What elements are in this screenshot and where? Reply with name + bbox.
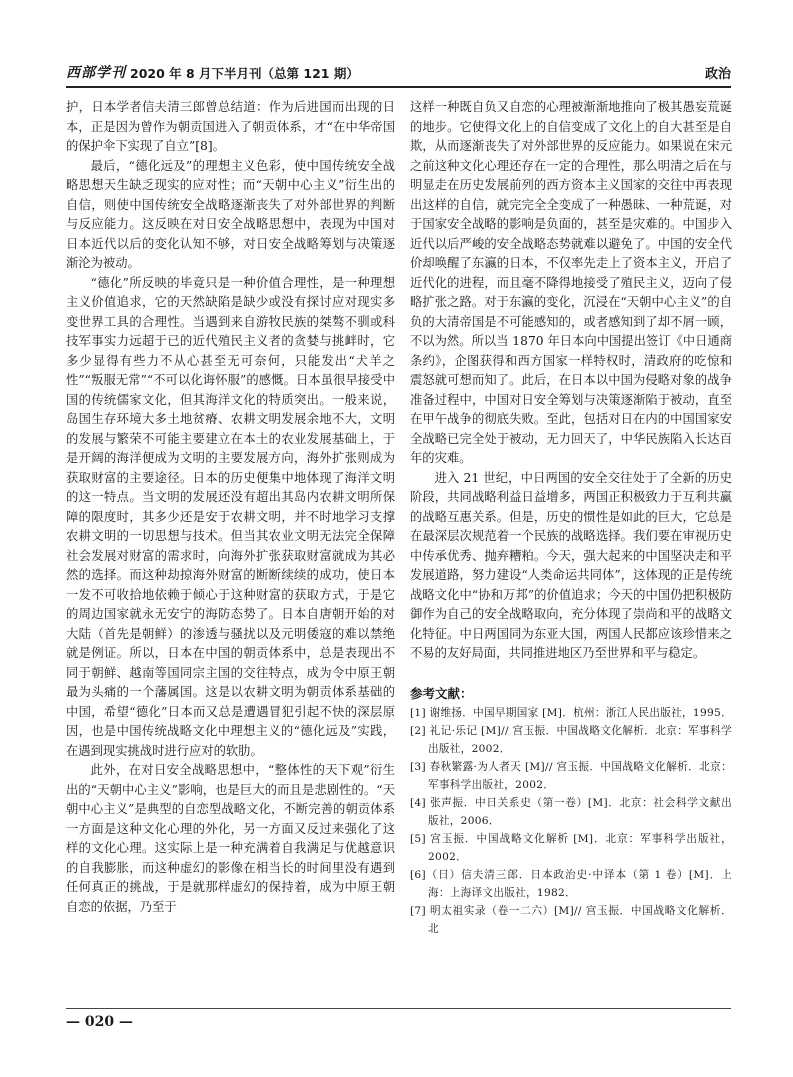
paragraph: 这样一种既自负又自恋的心理被渐渐地推向了极其愚妄荒诞的地步。它使得文化上的自信变成了文化上的自大甚至是自欺，从而逐渐丧失了对外部世界的反应能力。如果说在宋元之前这种文化心理还存在一定的合理性，那么明清之后在与明显走在历史发展前列的西方资本主义国家的交往中再表现出这样的自信，就完完全全变成了一种愚昧、一种荒诞，对于国家安全战略的影响是负面的，甚至是灾难的。中国步入近代以后严峻的安全战略态势就难以避免了。中国的安全代价却唤醒了东瀛的日本，不仅率先走上了资本主义，开启了近代化的进程，而且毫不降得地接受了殖民主义，迈向了侵略扩张之路。对于东瀛的变化，沉浸在“天朝中心主义”的自负的大清帝国是不可能感知的，或者感知到了却不屑一顾，不以为然。所以当 1870 年日本向中国提出签订《中日通商条约》，企图获得和西方国家一样特权时，清政府的吃惊和震怒就可想而知了。此后，在日本以中国为侵略对象的战争准备过程中，中国对日安全筹划与决策逐渐陷于被动，直至在甲午战争的彻底失败。至此，包括对日在内的中国国家安全战略已完全处于被动，无力回天了，中华民族陷入长达百年的灾难。 [410,100,732,465]
header-rule [66,86,731,88]
paragraph: 此外，在对日安全战略思想中，“整体性的天下观”衍生出的“天朝中心主义”影响，也是巨大的而且是悲剧性的。“天朝中心主义”是典型的自恋型战略文化，不断完善的朝贡体系一方面是这种文化心理的外化，另一方面又反过来强化了这样的文化心理。这实际上是一种充满着自我满足与优越意识的自我膨胀，而这种虚幻的影像在相当长的时间里没有遇到任何真正的挑战，于是就那样虚幻的保持着，成为中原王朝自恋的依据，乃至于 [66,763,395,914]
paragraph: 护，日本学者信夫清三郎曾总结道：作为后进国而出现的日本，正是因为曾作为朝贡国进入了朝贡体系，才“在中华帝国的保护伞下实现了自立”[8]。 [66,100,395,153]
journal-logo: 西部学刊 [66,65,126,81]
reference-item: [2] 礼记·乐记 [M]// 宫玉振．中国战略文化解析．北京：军事科学出版社，2002． [410,724,732,755]
section-label: 政治 [704,67,731,82]
paragraph: 进入 21 世纪，中日两国的安全交往处于了全新的历史阶段，共同战略利益日益增多，两国正积极致力于互利共赢的战略互惠关系。但是，历史的惯性是如此的巨大，它总是在最深层次规范着一个民族的战略选择。我们要在审视历史中传承优秀、抛弃糟粕。今天，强大起来的中国坚决走和平发展道路，努力建设“人类命运共同体”，这体现的正是传统战略文化中“协和万邦”的价值追求；今天的中国仍把积极防御作为自己的安全战略取向，充分体现了崇尚和平的战略文化特征。中日两国同为东亚大国，两国人民都应该珍惜来之不易的友好局面，共同推进地区乃至世界和平与稳定。 [410,470,732,660]
issue-info: 2020 年 8 月下半月刊（总第 121 期） [130,66,359,81]
right-column [410,98,732,938]
reference-item: [6]（日）信夫清三郎．日本政治史·中译本（第 1 卷）[M]．上海：上海译文出版社，1982． [410,868,732,899]
header-left [66,62,359,82]
references-title: 参考文献： [410,685,473,701]
paragraph: 最后，“德化远及”的理想主义色彩，使中国传统安全战略思想天生缺乏现实的应对性；而“天朝中心主义”衍生出的自信，则使中国传统安全战略逐渐丧失了对外部世界的判断与反应能力。这反映在对日安全战略思想中，表现为中国对日本近代以后的变化认知不够，对日安全战略筹划与决策逐渐沦为被动。 [66,158,395,270]
reference-item: [1] 谢维扬．中国早期国家 [M]．杭州：浙江人民出版社，1995． [410,706,732,719]
reference-item: [3] 春秋繁露·为人者天 [M]// 宫玉振．中国战略文化解析．北京：军事科学出版社，2002． [410,760,732,791]
reference-item: [5] 宫玉振．中国战略文化解析 [M]．北京：军事科学出版社，2002． [410,832,732,863]
reference-item: [4] 张声振．中日关系史（第一卷）[M]．北京：社会科学文献出版社，2006． [410,796,732,827]
page-number: — 020 — [66,1014,133,1030]
reference-item: [7] 明太祖实录（卷一二六）[M]// 宫玉振．中国战略文化解析．北 [410,904,732,935]
page-header [66,58,731,82]
paragraph: “德化”所反映的毕竟只是一种价值合理性，是一种理想主义价值追求，它的天然缺陷是缺少或没有探讨应对现实多变世界工具的合理性。当遇到来自游牧民族的桀骜不驯或科技军事实力远超于已的近代殖民主义者的贪婪与挑衅时，它多少显得有些力不从心甚至无可奈何，只能发出“犬羊之性”“叛服无常”“不可以化诲怀服”的感慨。日本虽很早接受中国的传统儒家文化，但其海洋文化的特质突出。一般来说，岛国生存环境大多土地贫瘠、农耕文明发展余地不大，文明的发展与繁荣不可能主要建立在本土的农业发展基础上，于是开阔的海洋便成为文明的主要发展方向，海外扩张则成为获取财富的主要途径。日本的历史便集中地体现了海洋文明的这一特点。当文明的发展还没有超出其岛内农耕文明所保障的限度时，其多少还是安于农耕文明，并不时地学习支撑农耕文明的一切思想与技术。但当其农业文明无法完全保障社会发展对财富的需求时，向海外扩张获取财富就成为其必然的选择。而这种劫掠海外财富的断断续续的成功，使日本一发不可收拾地依赖于倾心于这种财富的获取方式，于是它的周边国家就永无安宁的海防态势了。日本自唐朝开始的对大陆（首先是朝鲜）的渗透与骚扰以及元明倭寇的难以禁绝就是例证。所以，日本在中国的朝贡体系中，总是表现出不同于朝鲜、越南等国同宗主国的交往特点，成为令中原王朝最为头痛的一个藩属国。这是以农耕文明为朝贡体系基础的中国，希望“德化”日本而又总是遭遇冒犯引起不快的深层原因，也是中国传统战略文化中理想主义的“德化远及”实践，在遇到现实挑战时进行应对的软肋。 [66,275,395,758]
left-column [66,98,395,917]
footer-rule [66,1008,731,1009]
references-list [410,704,732,938]
